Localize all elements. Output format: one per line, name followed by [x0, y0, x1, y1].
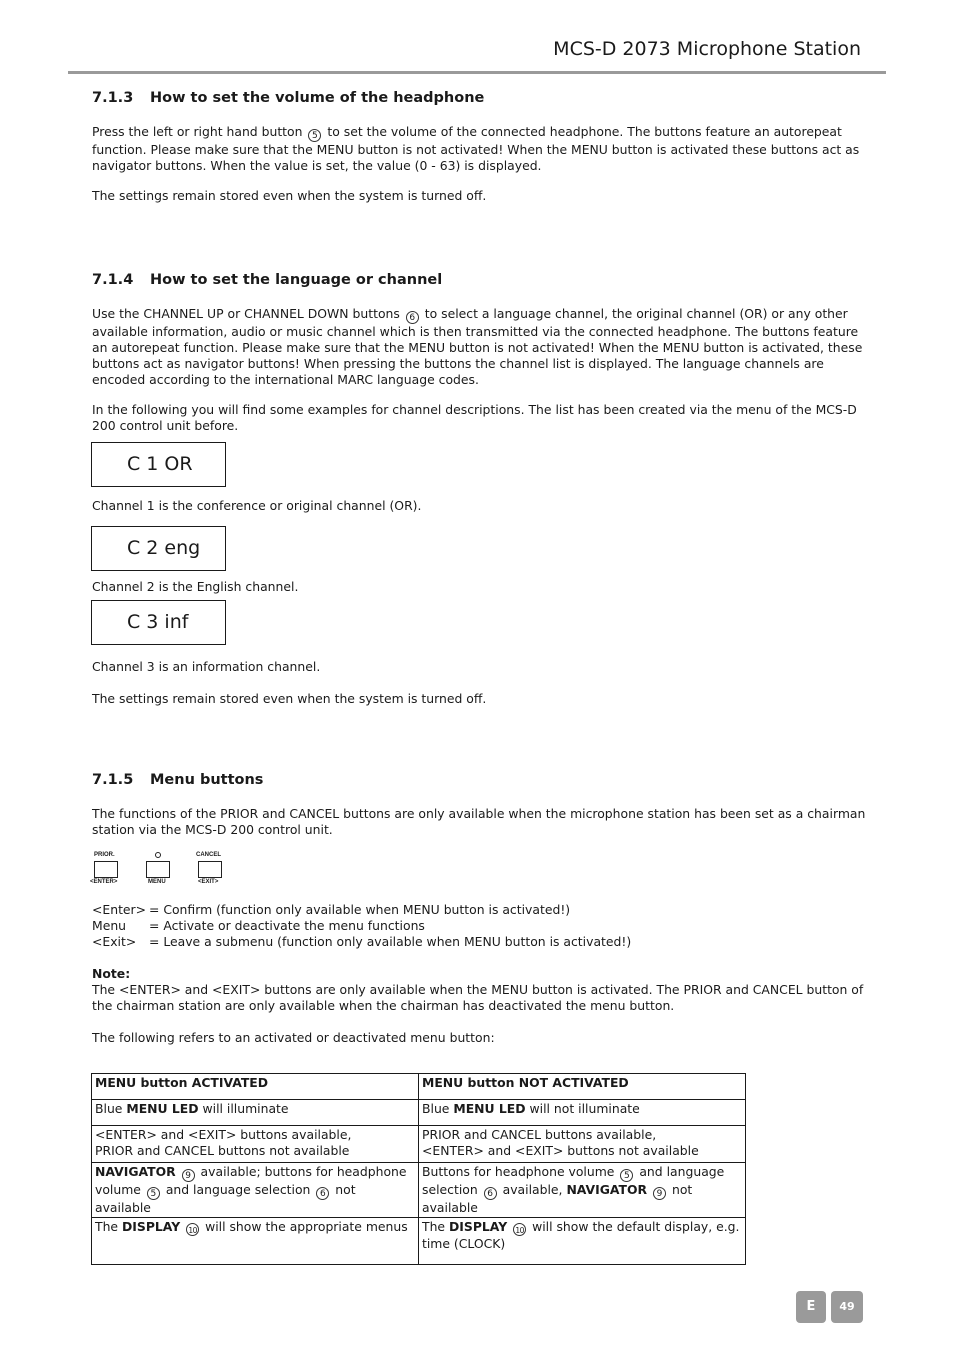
- display-example-3: C 3 inf: [91, 600, 226, 645]
- reference-number: 10: [513, 1223, 526, 1236]
- table-row: [92, 1100, 746, 1126]
- text: available; buttons for headphone volume: [95, 1164, 407, 1197]
- table-row: [92, 1218, 746, 1265]
- exit-label: <EXIT>: [198, 879, 219, 885]
- table-cell: [92, 1163, 419, 1218]
- reference-number: 5: [147, 1187, 160, 1200]
- table-cell: [92, 1218, 419, 1265]
- text: Press the left or right hand button: [92, 124, 303, 139]
- reference-number: 5: [620, 1169, 633, 1182]
- table-row: [92, 1126, 746, 1163]
- following-text: The following refers to an activated or deactivated menu button:: [92, 1030, 495, 1045]
- section-713-paragraph-2: The settings remain stored even when the system is turned off.: [92, 188, 487, 203]
- text: to set the volume of the connected headphone. The buttons feature an autorepeat function. Please make sure that the MENU button is not activated! When the MENU button is activated these buttons act as navigator buttons. When the value is set, the value (0 - 63) is displayed.: [92, 124, 860, 173]
- definition-value: = Confirm (function only available when MENU button is activated!): [149, 902, 571, 917]
- header-rule: [68, 71, 886, 74]
- prior-label: PRIOR.: [94, 852, 115, 858]
- text: will show the default display, e.g. time (CLOCK): [422, 1219, 740, 1251]
- enter-label: <ENTER>: [90, 879, 118, 885]
- text: Blue: [422, 1101, 450, 1116]
- display-caption-2: Channel 2 is the English channel.: [92, 579, 299, 594]
- text-bold: MENU LED: [126, 1101, 199, 1116]
- section-title: How to set the volume of the headphone: [150, 90, 485, 106]
- text-bold: DISPLAY: [122, 1219, 181, 1234]
- text: The: [95, 1219, 119, 1234]
- table-header-cell: MENU button ACTIVATED: [92, 1074, 419, 1100]
- table-cell: [419, 1100, 746, 1126]
- section-number: 7.1.3: [92, 90, 134, 106]
- section-title: Menu buttons: [150, 772, 264, 788]
- text: not available: [95, 1182, 356, 1215]
- definition-row: [92, 918, 631, 934]
- section-713-paragraph-1: [92, 124, 867, 174]
- text: not available: [422, 1182, 693, 1215]
- table-header-cell: MENU button NOT ACTIVATED: [419, 1074, 746, 1100]
- menu-button-table: [91, 1073, 746, 1265]
- note-text: The <ENTER> and <EXIT> buttons are only available when the MENU button is activated. The PRIOR and CANCEL button of the chairman station are only available when the chairman has deactivated the menu button.: [92, 982, 864, 1013]
- section-number: 7.1.5: [92, 772, 134, 788]
- section-715-paragraph-1: The functions of the PRIOR and CANCEL buttons are only available when the microphone station has been set as a chairman station via the MCS-D 200 control unit.: [92, 806, 866, 837]
- display-example-2: C 2 eng: [91, 526, 226, 571]
- reference-number: 9: [653, 1187, 666, 1200]
- definition-row: [92, 934, 631, 950]
- reference-number: 6: [406, 311, 419, 324]
- prior-button: [94, 861, 118, 878]
- section-title: How to set the language or channel: [150, 272, 443, 288]
- text-line: <ENTER> and <EXIT> buttons not available: [422, 1143, 699, 1158]
- text-bold: NAVIGATOR: [95, 1164, 176, 1179]
- display-example-1: C 1 OR: [91, 442, 226, 487]
- cancel-button: [198, 861, 222, 878]
- table-cell: [419, 1163, 746, 1218]
- text: will not illuminate: [529, 1101, 640, 1116]
- page-number-badge: 49: [831, 1291, 863, 1323]
- reference-number: 5: [308, 129, 321, 142]
- table-cell: [419, 1126, 746, 1163]
- text: will illuminate: [202, 1101, 289, 1116]
- definition-value: = Leave a submenu (function only available when MENU button is activated!): [149, 934, 632, 949]
- text-bold: DISPLAY: [449, 1219, 508, 1234]
- table-cell: [92, 1126, 419, 1163]
- menu-label: MENU: [148, 879, 166, 885]
- definition-key: <Exit>: [92, 934, 137, 949]
- section-713-heading: [92, 90, 484, 106]
- reference-number: 6: [484, 1187, 497, 1200]
- reference-number: 9: [182, 1169, 195, 1182]
- text-line: PRIOR and CANCEL buttons available,: [422, 1127, 657, 1142]
- table-row: [92, 1074, 746, 1100]
- text: and language selection: [165, 1182, 311, 1197]
- section-714-paragraph-1: [92, 306, 867, 388]
- display-caption-1: Channel 1 is the conference or original channel (OR).: [92, 498, 422, 513]
- text-bold: NAVIGATOR: [566, 1182, 648, 1197]
- text: to select a language channel, the original channel (OR) or any other available information, audio or music channel which is then transmitted via the connected headphone. The buttons feature an autorepeat function. Please make sure that the MENU button is not activated! When the MENU button is activated, these buttons act as navigator buttons! When pressing the buttons the channel list is displayed. The language channels are encoded according to the international MARC language codes.: [92, 306, 863, 387]
- cancel-label: CANCEL: [196, 852, 221, 858]
- text-bold: MENU LED: [453, 1101, 526, 1116]
- language-badge: E: [796, 1291, 826, 1323]
- table-cell: [92, 1100, 419, 1126]
- table-cell: [419, 1218, 746, 1265]
- table-row: [92, 1163, 746, 1218]
- text: Blue: [95, 1101, 123, 1116]
- text-line: PRIOR and CANCEL buttons not available: [95, 1143, 350, 1158]
- menu-led-icon: [155, 852, 161, 858]
- section-714-heading: [92, 272, 442, 288]
- menu-button: [146, 861, 170, 878]
- section-715-heading: [92, 772, 263, 788]
- reference-number: 10: [186, 1223, 199, 1236]
- display-caption-3: Channel 3 is an information channel.: [92, 659, 321, 674]
- text: Buttons for headphone volume: [422, 1164, 615, 1179]
- text-line: <ENTER> and <EXIT> buttons available,: [95, 1127, 352, 1142]
- section-714-paragraph-2: In the following you will find some examples for channel descriptions. The list has been created via the menu of the MCS-D 200 control unit before.: [92, 402, 857, 433]
- text: The: [422, 1219, 446, 1234]
- text: available,: [502, 1182, 563, 1197]
- menu-buttons-illustration: [88, 852, 233, 888]
- section-714-paragraph-3: The settings remain stored even when the system is turned off.: [92, 691, 487, 706]
- definition-value: = Activate or deactivate the menu functions: [149, 918, 425, 933]
- text: and language selection: [422, 1164, 725, 1197]
- text: Use the CHANNEL UP or CHANNEL DOWN buttons: [92, 306, 400, 321]
- button-definitions: [92, 902, 631, 950]
- note-label: Note:: [92, 966, 131, 981]
- section-number: 7.1.4: [92, 272, 134, 288]
- reference-number: 6: [316, 1187, 329, 1200]
- definition-key: Menu: [92, 918, 127, 933]
- text: will show the appropriate menus: [205, 1219, 408, 1234]
- header-title: MCS-D 2073 Microphone Station: [553, 38, 861, 60]
- definition-key: <Enter>: [92, 902, 147, 917]
- definition-row: [92, 902, 631, 918]
